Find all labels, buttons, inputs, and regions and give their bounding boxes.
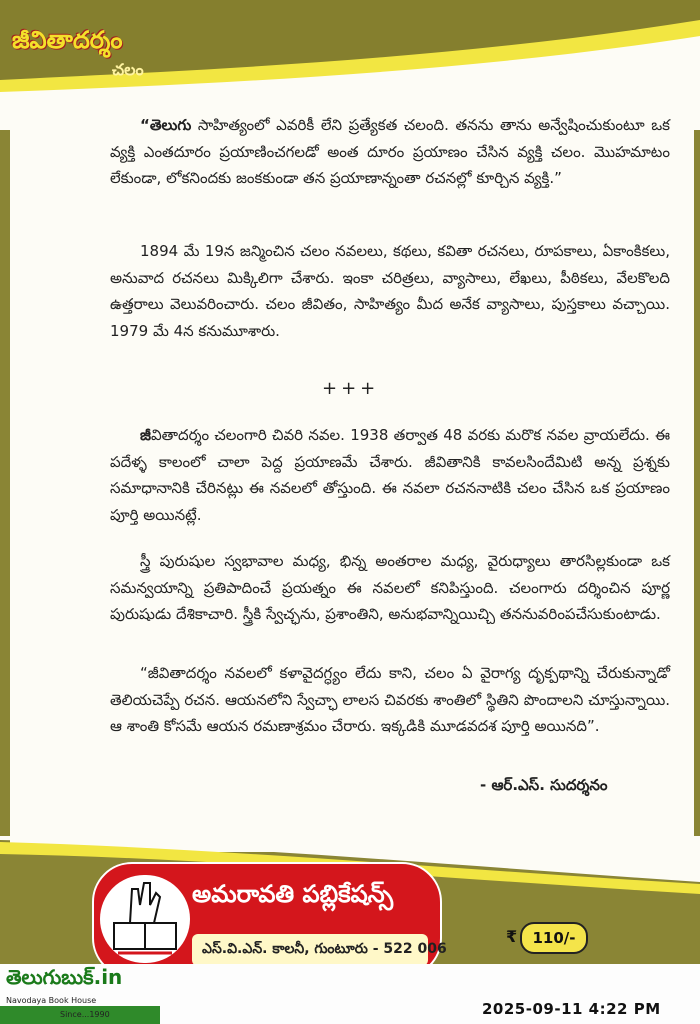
blurb-paragraph-5: “జీవితాదర్శం నవలలో కళావైదగ్ధ్యం లేదు కాని, చలం ఏ వైరాగ్య దృక్పథాన్ని చేరుకున్నాడో తెలియచెప్పే రచన. ఆయనలోని స్వేచ్ఛా లాలస చివరకు శాంతిలో స్థితిని పొందాలని చూస్తున్నాయి. ఆ శాంతి కోసమే ఆయన రమణాశ్రమం చేరారు. ఇక్కడికి మూడవదశ పూర్తి అయినది”. [110, 664, 670, 735]
watermark-line-2: Since...1990 [60, 1010, 110, 1019]
book-author: చలం [112, 60, 144, 79]
blurb-signature: - ఆర్.ఎస్. సుదర్శనం [480, 776, 608, 794]
book-title: జీవితాదర్శం [12, 26, 123, 54]
publisher-address: ఎస్.వి.ఎన్. కాలనీ, గుంటూరు - 522 006 [202, 941, 447, 957]
rupee-icon: ₹ [506, 927, 518, 946]
watermark-line-1: Navodaya Book House [6, 996, 97, 1005]
watermark-logo: తెలుగుబుక్.in [6, 965, 123, 989]
paragraph-lead: జీ [140, 426, 151, 444]
section-separator: +++ [322, 378, 380, 399]
blurb-paragraph-1 [110, 112, 670, 192]
blurb-paragraph-3 [110, 422, 670, 528]
blurb-paragraph-3-text: వితాదర్శం చలంగారి చివరి నవల. 1938 తర్వాత 48 వరకు మరొక నవల వ్రాయలేదు. ఈ పదేళ్ళ కాలంలో చాలా పెద్ద ప్రయాణమే చేశారు. జీవితానికి కావలసిందేమిటి అన్న ప్రశ్నకు సమాధానానికి చేరినట్లు ఈ నవలలో తోస్తుంది. ఈ నవలా రచననాటికి చలం చేసిన ఒక ప్రయాణం పూర్తి అయినట్లే. [110, 426, 670, 524]
blurb-paragraph-1-text: సాహిత్యంలో ఎవరికీ లేని ప్రత్యేకత చలంది. తనను తాను అన్వేషించుకుంటూ ఒక వ్యక్తి ఎంతదూరం ప్రయాణించగలడో అంత దూరం ప్రయాణం చేసిన వ్యక్తి చలం. మొహమాటం లేకుండా, లోకనిందకు జంకకుండా తన ప్రయాణాన్నంతా రచనల్లో కూర్చిన వ్యక్తి.” [110, 116, 670, 187]
publisher-emblem [100, 875, 190, 963]
photo-timestamp: 2025-09-11 4:22 PM [482, 1000, 661, 1018]
blurb-paragraph-4: స్త్రీ పురుషుల స్వభావాల మధ్య, భిన్న అంతరాల మధ్య, వైరుధ్యాలు తారసిల్లకుండా ఒక సమన్వయాన్ని ప్రతిపాదించే ప్రయత్నం ఈ నవలలో కనిపిస్తుంది. చలంగారు దర్శించిన పూర్ణ పురుషుడు దేశికాచారి. స్త్రీకి స్వేచ్ఛను, ప్రశాంతిని, అనుభవాన్నియిచ్చి తననువరింపచేసుకుంటాడు. [110, 552, 670, 623]
price-tag: 110/- [520, 922, 588, 954]
hand-book-emblem-icon [100, 875, 190, 963]
quote-lead: “తెలుగు [140, 116, 192, 134]
publisher-name: అమరావతి పబ్లికేషన్స్ [192, 880, 394, 908]
blurb-paragraph-2: 1894 మే 19న జన్మించిన చలం నవలలు, కథలు, కవితా రచనలు, రూపకాలు, ఏకాంకికలు, అనువాద రచనలు మిక్కిలిగా చేశారు. ఇంకా చరిత్రలు, వ్యాసాలు, లేఖలు, పీఠికలు, వేలకొలది ఉత్తరాలు వెలువరించారు. చలం జీవితం, సాహిత్యం మీద అనేక వ్యాసాలు, పుస్తకాలు వచ్చాయి. 1979 మే 4న కనుమూశారు. [110, 242, 670, 340]
